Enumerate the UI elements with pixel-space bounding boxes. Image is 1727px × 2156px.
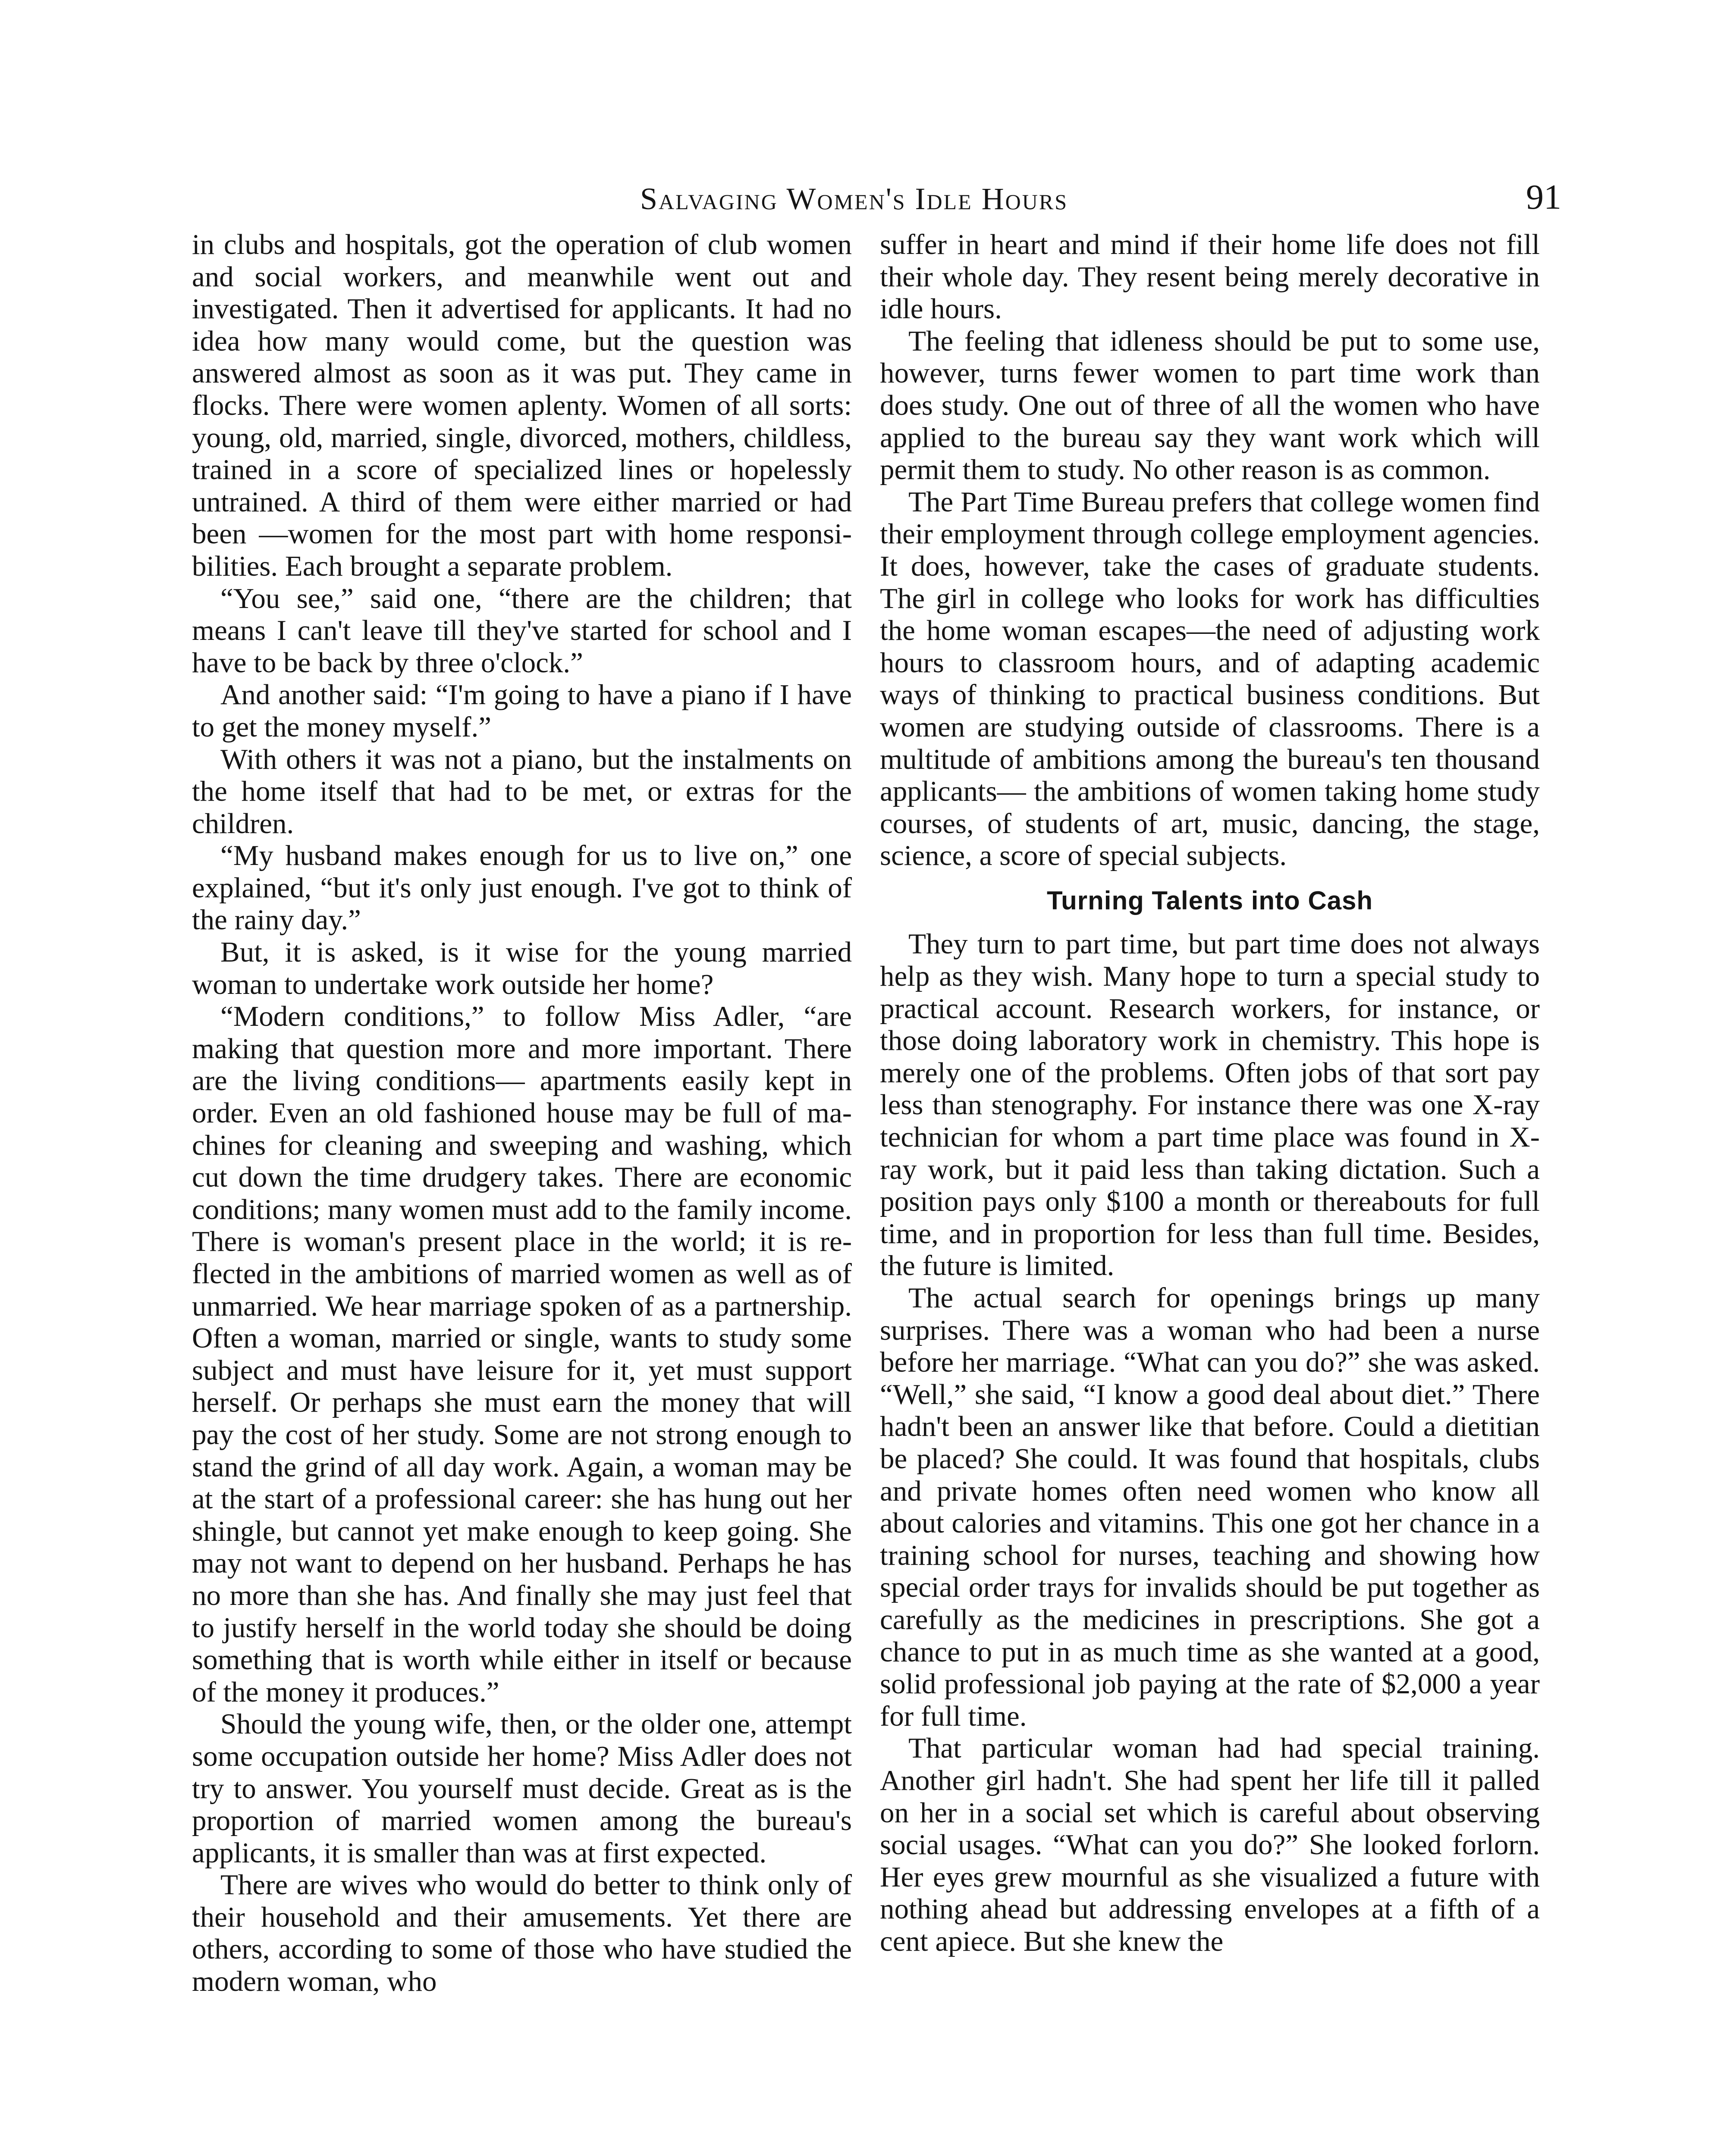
paragraph: The Part Time Bureau prefers that college women find their employment through college employment agencies. It does, however, take the cases of graduate students. The girl in college who looks for work has difficulties the home woman escapes—the need of adjusting work hours to classroom hours, and of adapting academic ways of thinking to practical business conditions. But women are studying outside of classrooms. There is a multitude of ambitions among the bureau's ten thousand applicants— the ambitions of women taking home study courses, of students of art, music, dancing, the stage, science, a score of special subjects. xyxy=(880,486,1540,872)
paragraph: But, it is asked, is it wise for the young married woman to undertake work outside her home? xyxy=(192,936,852,1000)
paragraph: There are wives who would do better to think only of their household and their amusements. Yet there are others, according to some of those who have studied the modern woman, who xyxy=(192,1869,852,1998)
paragraph: That particular woman had had special training. Another girl hadn't. She had spent her life till it palled on her in a social set which is careful about observing social usages. “What can you do?” She looked forlorn. Her eyes grew mournful as she visualized a future with nothing ahead but addressing envelopes at a fifth of a cent apiece. But she knew the xyxy=(880,1732,1540,1957)
section-subheading: Turning Talents into Cash xyxy=(1046,886,1373,915)
paragraph: “You see,” said one, “there are the children; that means I can't leave till they've started for school and I have to be back by three o'clock.” xyxy=(192,582,852,679)
paragraph: suffer in heart and mind if their home life does not fill their whole day. They resent being merely decorative in idle hours. xyxy=(880,229,1540,325)
paragraph: Should the young wife, then, or the older one, attempt some occupation outside her home? Miss Adler does not try to answer. You yourself must decide. Great as is the proportion of married women among the bureau's applicants, it is smaller than was at first expected. xyxy=(192,1708,852,1869)
paragraph: With others it was not a piano, but the instalments on the home itself that had to be met, or extras for the children. xyxy=(192,743,852,840)
paragraph: The feeling that idleness should be put to some use, however, turns fewer women to part time work than does study. One out of three of all the women who have applied to the bureau say they want work which will permit them to study. No other reason is as common. xyxy=(880,325,1540,486)
paragraph: And another said: “I'm going to have a piano if I have to get the money myself.” xyxy=(192,679,852,743)
left-column xyxy=(192,229,852,1998)
running-title: Salvaging Women's Idle Hours xyxy=(640,182,1068,216)
paragraph: in clubs and hospitals, got the operation of club women and social workers, and meanwhile went out and investigated. Then it advertised for applicants. It had no idea how many would come, but the question was answered almost as soon as it was put. They came in flocks. There were women aplenty. Women of all sorts: young, old, married, single, divorced, mothers, childless, trained in a score of specialized lines or hopelessly untrained. A third of them were either married or had been —women for the most part with home responsibilities. Each brought a separate problem. xyxy=(192,229,852,582)
paragraph: “My husband makes enough for us to live on,” one explained, “but it's only just enough. I've got to think of the rainy day.” xyxy=(192,840,852,936)
right-column xyxy=(880,229,1540,1957)
page-number: 91 xyxy=(1526,177,1561,216)
paragraph: They turn to part time, but part time does not always help as they wish. Many hope to turn a special study to practical account. Research workers, for instance, or those doing laboratory work in chemistry. This hope is merely one of the problems. Often jobs of that sort pay less than stenography. For instance there was one X-ray technician for whom a part time place was found in X-ray work, but it paid less than taking dictation. Such a position pays only $100 a month or thereabouts for full time, and in proportion for less than full time. Besides, the future is limited. xyxy=(880,928,1540,1282)
paragraph: The actual search for openings brings up many surprises. There was a woman who had been a nurse before her marriage. “What can you do?” she was asked. “Well,” she said, “I know a good deal about diet.” There hadn't been an answer like that before. Could a dietitian be placed? She could. It was found that hospitals, clubs and private homes often need women who know all about calories and vitamins. This one got her chance in a training school for nurses, teaching and showing how special order trays for invalids should be put together as carefully as the medicines in prescriptions. She got a chance to put in as much time as she wanted at a good, solid professional job paying at the rate of $2,000 a year for full time. xyxy=(880,1282,1540,1732)
paragraph: “Modern conditions,” to follow Miss Adler, “are making that question more and more important. There are the living conditions— apartments easily kept in order. Even an old fashioned house may be full of machines for cleaning and sweeping and washing, which cut down the time drudgery takes. There are economic conditions; many women must add to the family income. There is woman's present place in the world; it is reflected in the ambitions of married women as well as of unmarried. We hear marriage spoken of as a partnership. Often a woman, married or single, wants to study some subject and must have leisure for it, yet must support herself. Or perhaps she must earn the money that will pay the cost of her study. Some are not strong enough to stand the grind of all day work. Again, a woman may be at the start of a professional career: she has hung out her shingle, but cannot yet make enough to keep going. She may not want to depend on her husband. Perhaps he has no more than she has. And finally she may just feel that to justify herself in the world today she should be doing something that is worth while either in itself or because of the money it produces.” xyxy=(192,1000,852,1708)
